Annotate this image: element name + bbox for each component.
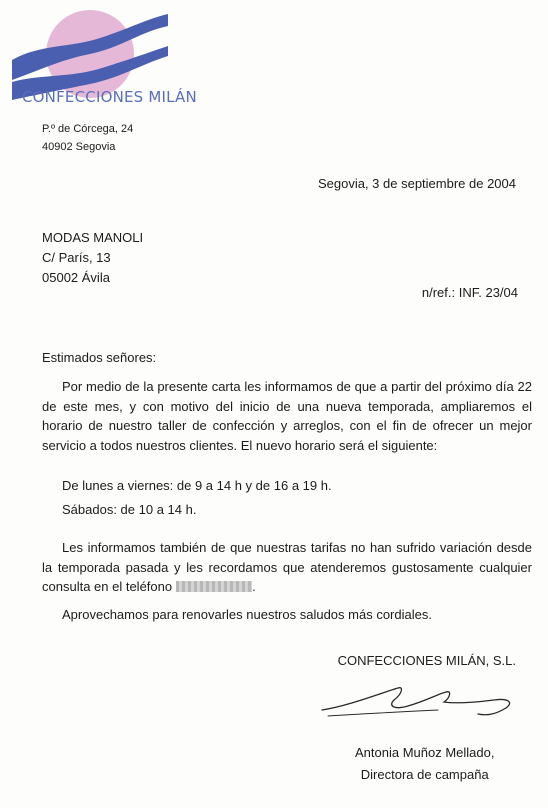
recipient-name: MODAS MANOLI xyxy=(42,230,144,245)
recipient-street: C/ París, 13 xyxy=(42,250,111,265)
sender-address-line2: 40902 Segovia xyxy=(42,141,116,153)
signer-block xyxy=(355,742,494,786)
signer-title: Directora de campaña xyxy=(360,767,489,782)
paragraph-rates-end: . xyxy=(252,579,256,594)
schedule-saturday: Sábados: de 10 a 14 h. xyxy=(62,502,197,517)
recipient-city: 05002 Ávila xyxy=(42,270,110,285)
brand-name: CONFECCIONES MILÁN xyxy=(22,88,197,106)
paragraph-closing: Aprovechamos para renovarles nuestros saludos más cordiales. xyxy=(62,607,432,622)
handwritten-signature xyxy=(318,680,528,722)
sender-address xyxy=(42,120,133,156)
recipient-block xyxy=(42,228,143,288)
paragraph-rates-text: Les informamos también de que nuestras tarifas no han sufrido variación desde la temporada pasada y les recordamos que atenderemos gustosamente cualquier consulta en el teléfono xyxy=(42,540,532,594)
paragraph-rates xyxy=(42,538,532,597)
paragraph-intro: Por medio de la presente carta les informamos de que a partir del próximo día 22 de este mes, y con motivo del inicio de una nueva temporada, ampliaremos el horario de nuestro taller de confección y arreglos, con el fin de ofrecer un mejor servicio a todos nuestros clientes. El nuevo horario será el siguiente: xyxy=(42,379,532,453)
letter-date: Segovia, 3 de septiembre de 2004 xyxy=(317,176,516,191)
signer-name: Antonia Muñoz Mellado, xyxy=(355,745,495,760)
schedule-weekdays: De lunes a viernes: de 9 a 14 h y de 16 a 19 h. xyxy=(62,478,332,493)
sender-address-line1: P.º de Córcega, 24 xyxy=(42,123,134,135)
closing-company: CONFECCIONES MILÁN, S.L. xyxy=(337,653,516,668)
redacted-phone-number xyxy=(176,581,252,592)
signature-graphic xyxy=(318,680,528,722)
reference-number: n/ref.: INF. 23/04 xyxy=(421,285,518,300)
salutation: Estimados señores: xyxy=(42,350,157,365)
